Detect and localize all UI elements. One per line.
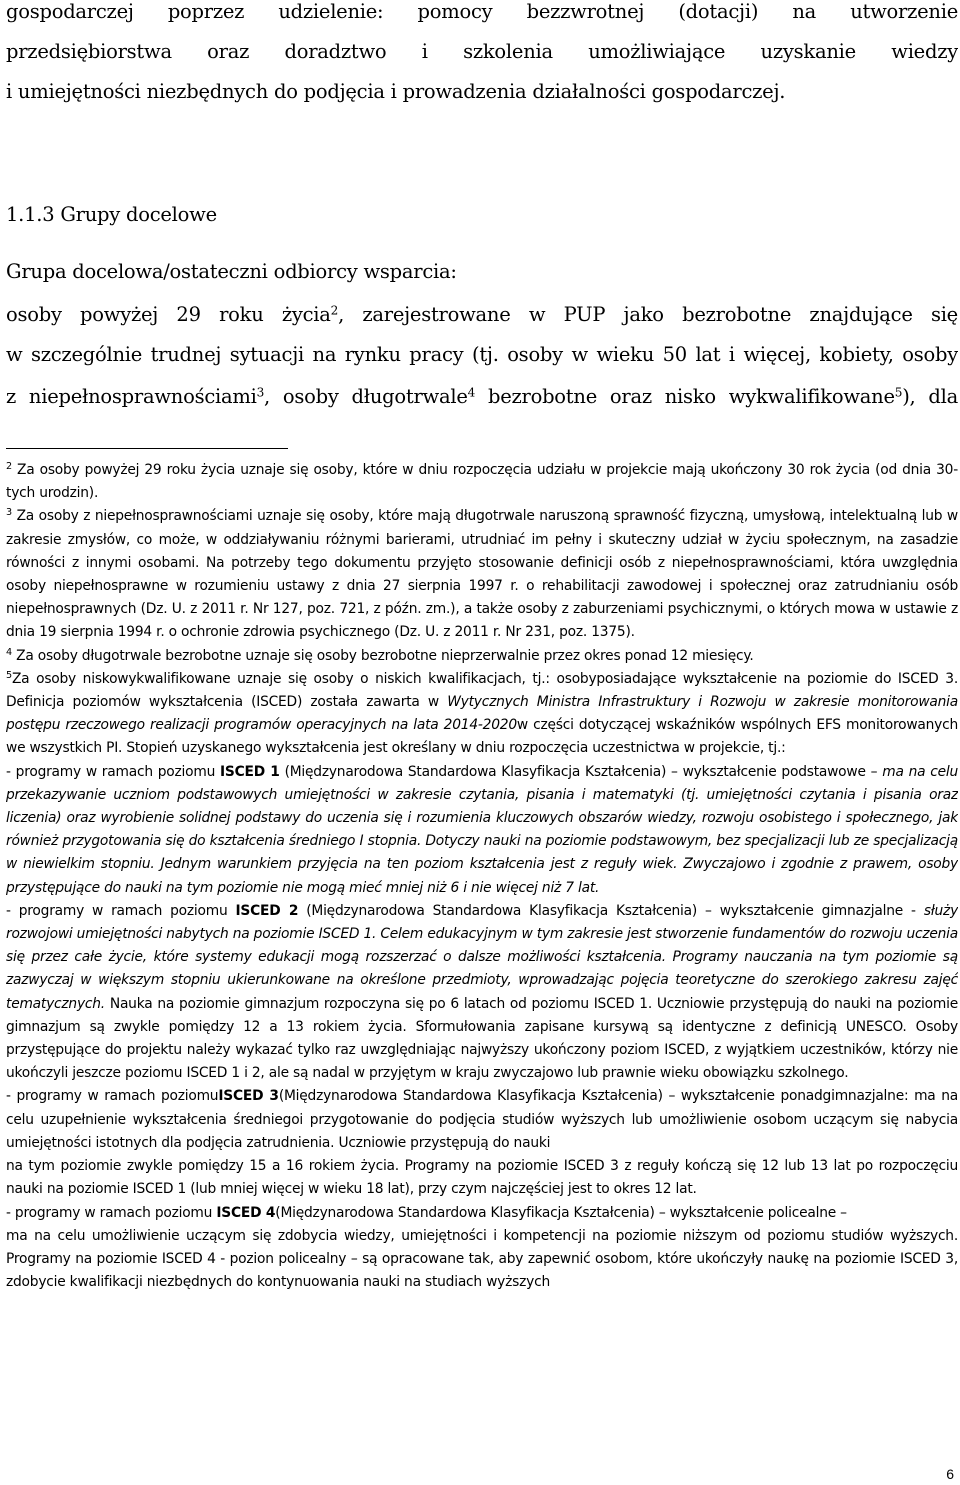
isced-text: (Międzynarodowa Standardowa Klasyfikacja Kształcenia) – wykształcenie gimnazjalne - [298,902,924,919]
target-text: bezrobotne oraz nisko wykwalifikowane [475,385,895,408]
footnote-4 [6,645,958,668]
footnote-number: 4 [6,646,12,658]
isced-italic-text: służy rozwojowi umiejętności nabytych na poziomie ISCED 1. Celem edukacyjnym w tym zakresie jest stworzenie fundamentów do rozwoju uczenia się przez całe życie, które systemy edukacji mogą rozszerzać o dalsze możliwości kształcenia. Programy nauczania na tym poziomie są zazwyczaj w większym stopniu ukierunkowane na określone przedmioty, wprowadzając pojęcia teoretyczne do szerokiego zakresu zajęć tematycznych. [6,902,958,1012]
footnote-text: Za osoby powyżej 29 roku życia uznaje się osoby, które w dniu rozpoczęcia udziału w projekcie mają ukończony 30 rok życia (od dnia 30-tych urodzin). [6,462,958,502]
target-text: z niepełnosprawnościami [6,385,257,408]
body-line-1: gospodarczej poprzez udzielenie: pomocy bezzwrotnej (dotacji) na utworzenie [6,0,958,23]
isced-2-item [6,900,958,1086]
target-text: , osoby długotrwale [264,385,468,408]
isced-text: - programy w ramach poziomu [6,902,236,919]
target-text: osoby powyżej 29 roku życia [6,303,331,326]
isced-text: (Międzynarodowa Standardowa Klasyfikacja Kształcenia) – wykształcenie ponadgimnazjalne: ma na celu uzupełnienie wykształcenia średniegoi przygotowanie do podjęcia studiów wyższych lub umożliwienie osobom uczącym się nabycia umiejętności istotnych dla podjęcia zatrudnienia. Uczniowie przystępują do nauki [6,1088,958,1151]
footnote-ref-2[interactable]: 2 [330,303,339,318]
isced-text: - programy w ramach poziomu [6,1088,219,1105]
isced-level-label: ISCED 2 [235,902,299,919]
footnote-3 [6,505,958,644]
footnote-ref-4[interactable]: 4 [467,385,476,400]
page-number: 6 [946,1466,954,1482]
isced-text: (Międzynarodowa Standardowa Klasyfikacja Kształcenia) – wykształcenie policealne – [275,1204,847,1221]
footnote-text: w części dotyczącej wskaźników wspólnych EFS monitorowanych we wszystkich PI. Stopień uzyskanego wykształcenia jest określany w dniu rozpoczęcia uczestnictwa w projekcie, tj.: [6,717,958,757]
footnote-2 [6,459,958,505]
isced-text: - programy w ramach poziomu [6,763,220,780]
isced-level-label: ISCED 1 [220,763,280,780]
footnote-text: Za osoby długotrwale bezrobotne uznaje się osoby bezrobotne nieprzerwalnie przez okres ponad 12 miesięcy. [16,647,754,664]
document-page [6,0,958,1485]
isced-text: (Międzynarodowa Standardowa Klasyfikacja Kształcenia) – wykształcenie podstawowe – [279,763,883,780]
isced-4-continuation: ma na celu umożliwienie uczącym się zdobycia wiedzy, umiejętności i kompetencji na poziomie niższym od poziomu studiów wyższych. Programy na poziomie ISCED 4 - pozion policealny – są opracowane tak, aby zapewnić osobom, które ukończyły naukę na poziomie ISCED 3, zdobycie kwalifikacji niezbędnych do kontynuowania nauki na studiach wyższych [6,1227,958,1291]
footnote-number: 2 [6,461,12,473]
isced-level-label: ISCED 4 [216,1204,276,1221]
target-text: ), dla [902,385,958,408]
isced-italic-text: ma na celu przekazywanie uczniom podstawowych umiejętności w zakresie czytania, pisania i matematyki (tj. umiejętności czytania i pisania oraz liczenia) oraz wyrobienie solidnej podstawy do uczenia się i rozumienia kluczowych obszarów wiedzy, rozwoju osobistego i społecznego, jak również przygotowania się do kształcenia średniego I stopnia. Dotyczy nauki na poziomie podstawowym, bez specjalizacji lub ze specjalizacją w niewielkim stopniu. Jednym warunkiem przyjęcia na ten poziom kształcenia jest z reguły wiek. Zwyczajowo i zgodnie z prawem, osoby przystępujące do nauki na tym poziomie nie mogą mieć mniej niż 6 i nie więcej niż 7 lat. [6,763,958,896]
footnote-number: 5 [6,670,12,681]
footnote-ref-5[interactable]: 5 [894,385,903,400]
footnote-italic-text: Wytycznych Ministra Infrastruktury i Rozwoju w zakresie monitorowania postępu rzeczowego realizacji programów operacyjnych na lata 2014-2020 [6,694,958,734]
footnote-text: Za osoby niskowykwalifikowane uznaje się osoby o niskich kwalifikacjach, tj.: osobyposiadające wykształcenie na poziomie do ISCED 3. Definicja poziomów wykształcenia (ISCED) została zawarta w [6,670,958,711]
body-line-2: przedsiębiorstwa oraz doradztwo i szkolenia umożliwiające uzyskanie wiedzy [6,40,958,63]
footnote-separator [6,448,288,449]
isced-3-item [6,1085,958,1155]
target-group-label: Grupa docelowa/ostateczni odbiorcy wsparcia: [6,260,457,283]
body-line-3: i umiejętności niezbędnych do podjęcia i prowadzenia działalności gospodarczej. [6,80,786,103]
footnote-ref-3[interactable]: 3 [256,385,265,400]
footnote-number: 3 [6,507,12,519]
target-group-line-2: w szczególnie trudnej sytuacji na rynku pracy (tj. osoby w wieku 50 lat i więcej, kobiety, osoby [6,343,958,366]
footnote-text: Za osoby z niepełnosprawnościami uznaje się osoby, które mają długotrwale naruszoną sprawność fizyczną, umysłową, intelektualną lub w zakresie zmysłów, co może, w oddziaływaniu różnymi barierami, utrudniać im pełny i skuteczny udział w życiu społecznym, na zasadzie równości z innymi osobami. Na potrzeby tego dokumentu przyjęto stosowanie definicji osób z niepełnosprawnościami, która uwzględnia osoby niepełnosprawne w rozumieniu ustawy z dnia 27 sierpnia 1997 r. o rehabilitacji zawodowej i społecznej oraz zatrudnianiu osób niepełnosprawnych (Dz. U. z 2011 r. Nr 127, poz. 721, z późn. zm.), a także osoby z zaburzeniami psychicznymi, o których mowa w ustawie z dnia 19 sierpnia 1994 r. o ochronie zdrowia psychicznego (Dz. U. z 2011 r. Nr 231, poz. 1375). [6,508,958,641]
isced-text: Nauka na poziomie gimnazjum rozpoczyna się po 6 latach od poziomu ISCED 1. Uczniowie przystępują do nauki na poziomie gimnazjum są zwykle pomiędzy 12 a 13 rokiem życia. Sformułowania zapisane kursywą są identyczne z definicją UNESCO. Osoby przystępujące do projektu należy wykazać tylko raz uwzględniając najwyższy ukończony poziom ISCED, z wyjątkiem uczestników, którzy nie ukończyli jeszcze poziomu ISCED 1 i 2, ale są nadal w przyjętym w kraju zwyczajowo lub prawnie wieku obowiązku szkolnego. [6,995,958,1082]
target-group-line-3 [6,385,958,409]
isced-level-label: ISCED 3 [218,1088,279,1105]
section-heading: 1.1.3 Grupy docelowe [6,203,217,226]
footnote-5 [6,668,958,761]
target-group-line-1 [6,303,958,327]
isced-4-item [6,1202,958,1225]
isced-1-item [6,761,958,900]
target-text: , zarejestrowane w PUP jako bezrobotne znajdujące się [338,303,958,326]
footnotes [6,459,958,1294]
isced-3-continuation: na tym poziomie zwykle pomiędzy 15 a 16 rokiem życia. Programy na poziomie ISCED 3 z reguły kończą się 12 lub 13 lat po rozpoczęciu nauki na poziomie ISCED 1 (lub mniej więcej w wieku 18 lat), przy czym najczęściej jest to okres 12 lat. [6,1158,958,1198]
isced-text: - programy w ramach poziomu [6,1204,217,1221]
